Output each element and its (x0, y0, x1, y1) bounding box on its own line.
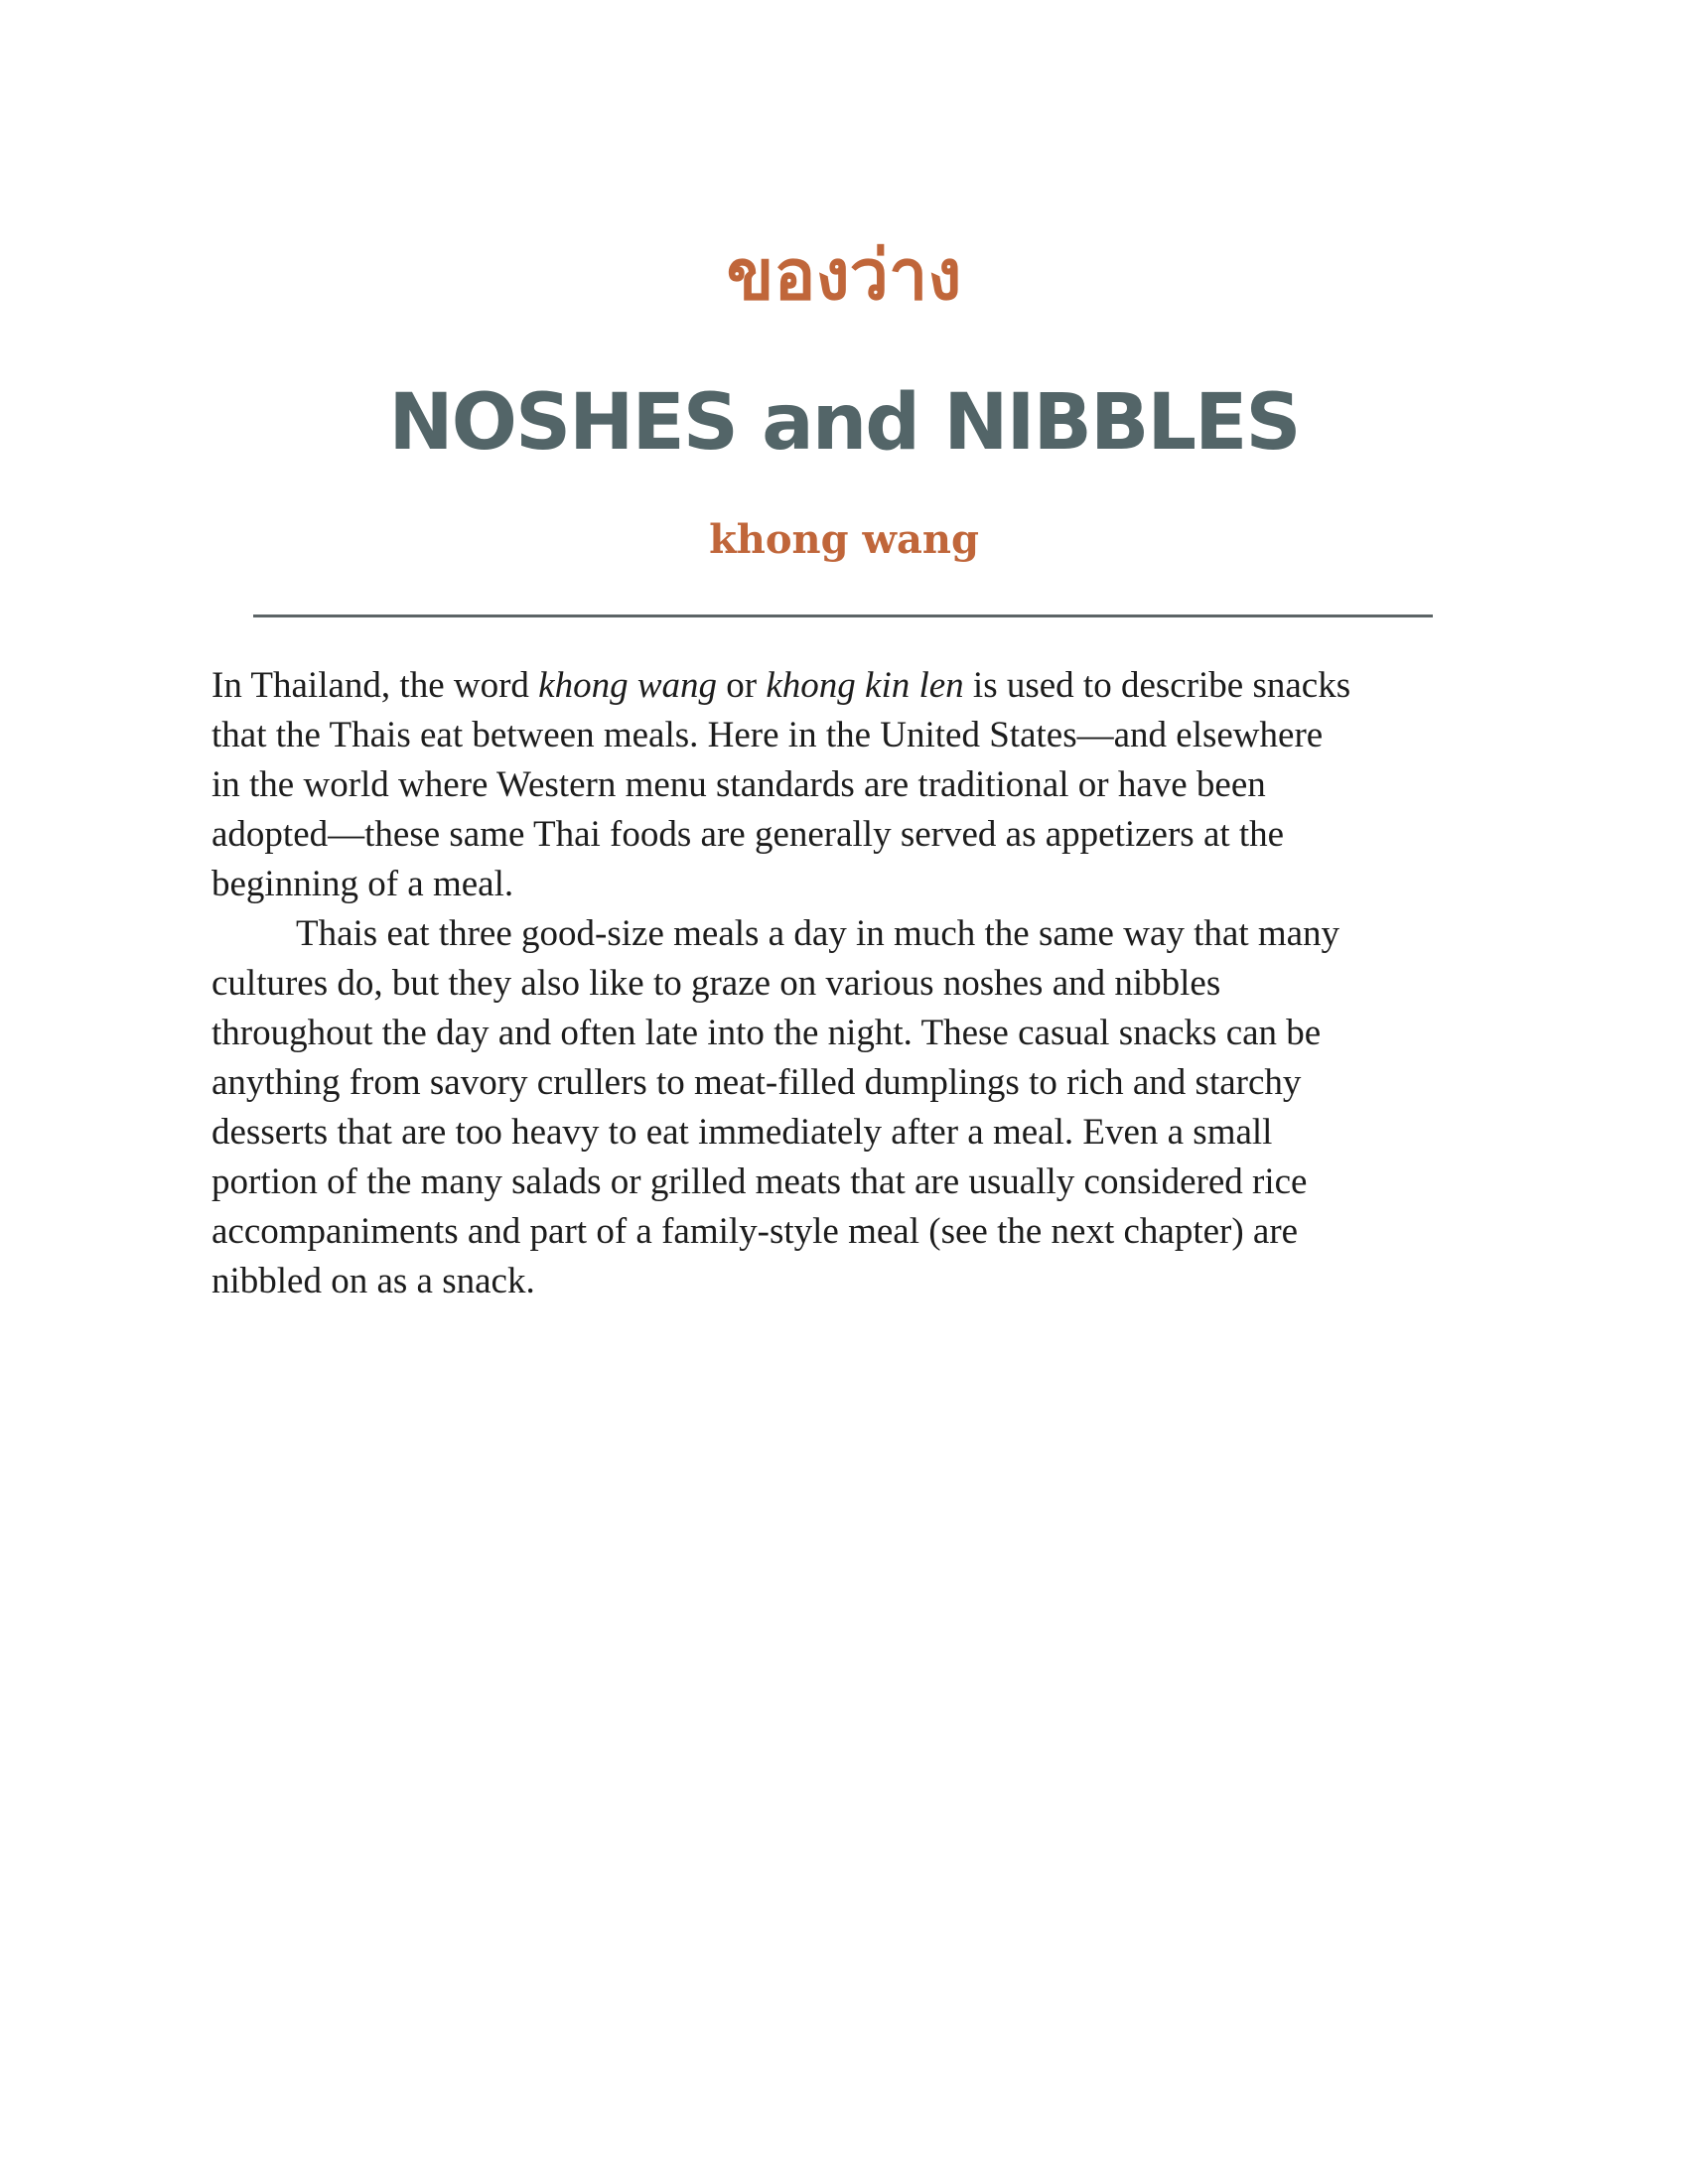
paragraph-2-line: throughout the day and often late into the night. These casual snacks can be (211, 1013, 1322, 1053)
paragraph-2 (211, 909, 1482, 1306)
paragraph-2-line: cultures do, but they also like to graze on various noshes and nibbles (211, 963, 1221, 1004)
paragraph-1-line: that the Thais eat between meals. Here in the United States—and elsewhere (211, 715, 1324, 755)
thai-chapter-title: ของว่าง (726, 234, 962, 316)
chapter-title: NOSHES and NIBBLES (388, 378, 1300, 468)
text-run: or (717, 665, 767, 706)
chapter-transliteration: khong wang (709, 516, 979, 563)
paragraph-2-line: portion of the many salads or grilled meats that are usually considered rice (211, 1161, 1308, 1202)
paragraph-1-line: adopted—these same Thai foods are generally served as appetizers at the (211, 814, 1285, 855)
divider-rule (253, 614, 1433, 617)
paragraph-2-line: anything from savory crullers to meat-filled dumplings to rich and starchy (211, 1062, 1302, 1103)
body-text (211, 661, 1482, 1306)
paragraph-1-line: in the world where Western menu standards are traditional or have been (211, 764, 1266, 805)
italic-term-khong-kin-len: khong kin len (766, 665, 964, 706)
text-run: In Thailand, the word (211, 665, 539, 706)
paragraph-2-line: Thais eat three good-size meals a day in much the same way that many (296, 913, 1340, 954)
text-run: is used to describe snacks (963, 665, 1351, 706)
paragraph-2-line: accompaniments and part of a family-style meal (see the next chapter) are (211, 1211, 1299, 1252)
paragraph-1-line: beginning of a meal. (211, 864, 514, 904)
paragraph-2-line: desserts that are too heavy to eat immediately after a meal. Even a small (211, 1112, 1273, 1153)
paragraph-1-line (211, 661, 1482, 711)
paragraph-1 (211, 661, 1482, 909)
italic-term-khong-wang: khong wang (538, 665, 718, 706)
paragraph-2-line: nibbled on as a snack. (211, 1261, 535, 1301)
